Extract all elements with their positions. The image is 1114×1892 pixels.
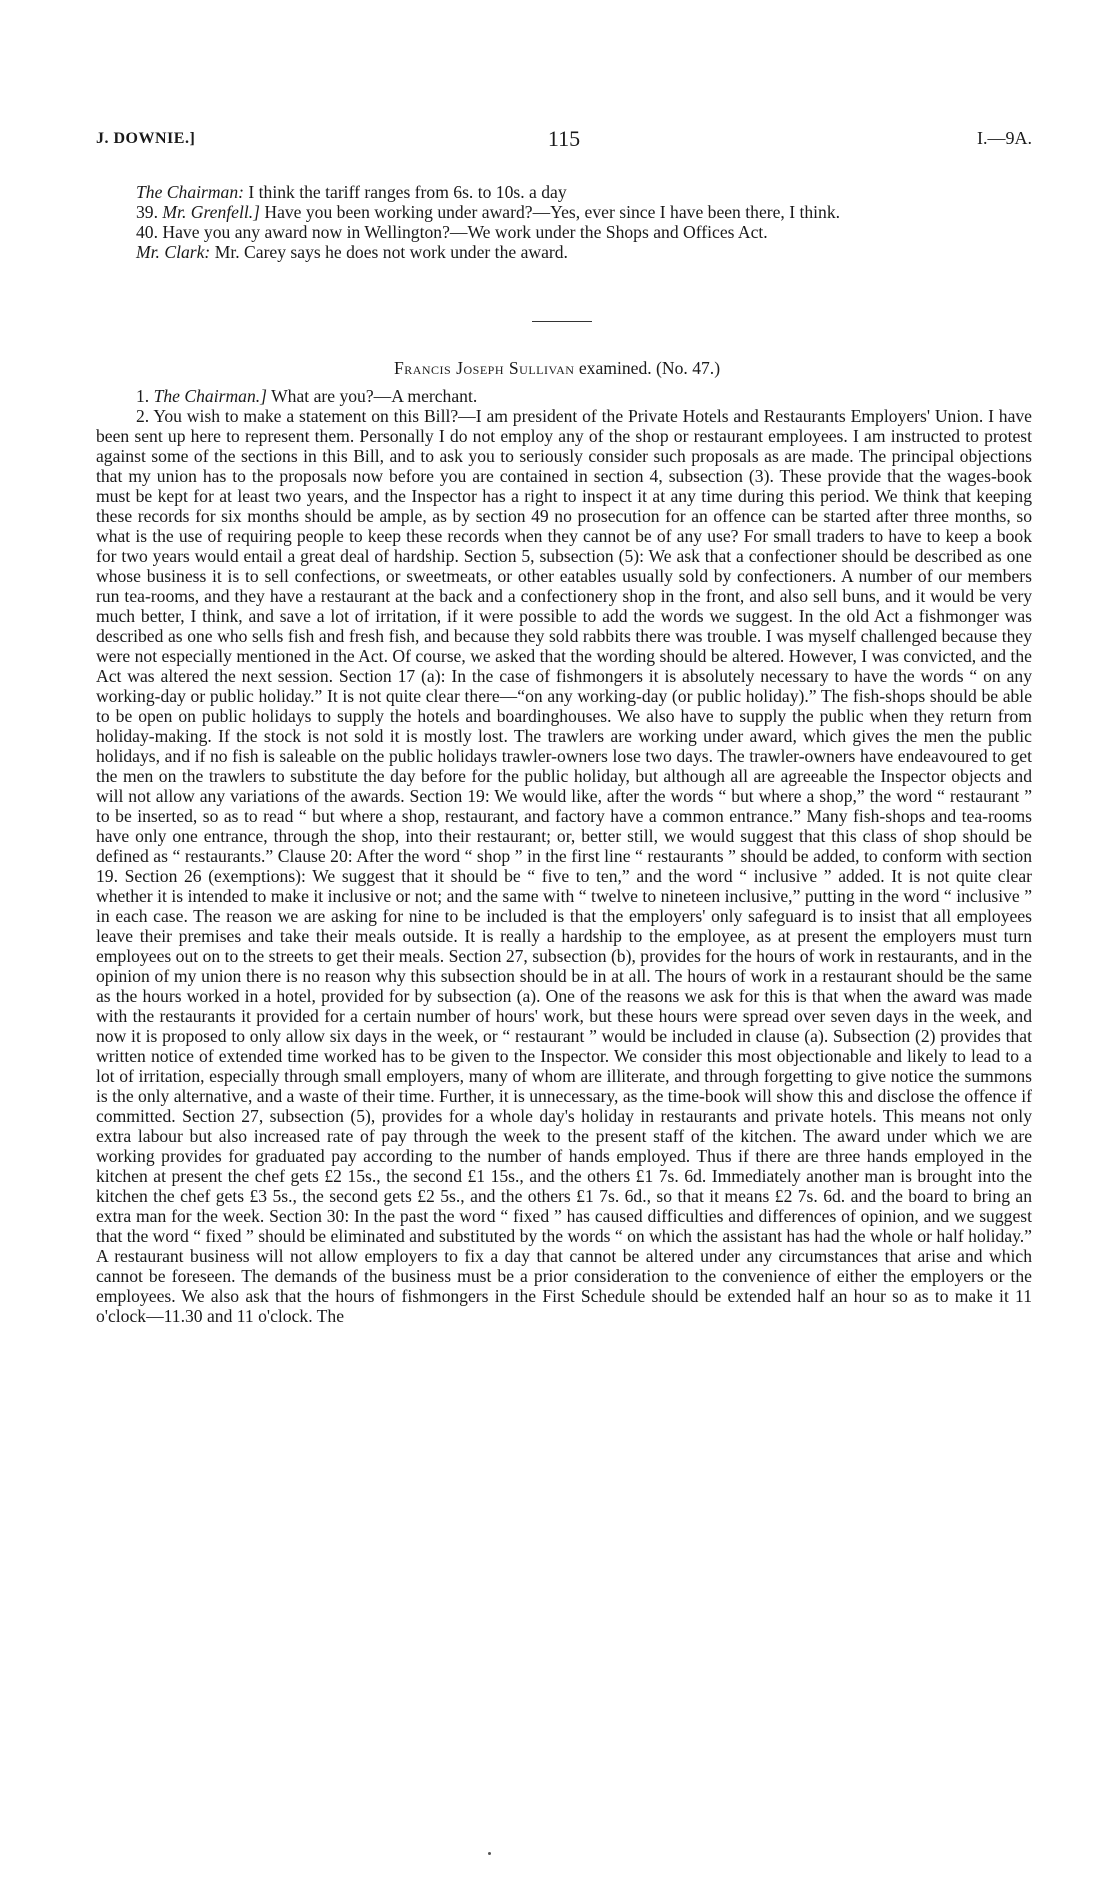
page-mark [488, 1852, 491, 1855]
witness-heading: Francis Joseph Sullivan examined. (No. 47.) [393, 358, 721, 378]
witness-running-head: J. DOWNIE.] [96, 130, 196, 147]
page-number: 115 [547, 126, 581, 151]
paragraph: 39. Mr. Grenfell.] Have you been working under award?—Yes, ever since I have been there, I think. [136, 202, 841, 222]
paragraph: 1. The Chairman.] What are you?—A merchant. [136, 386, 478, 406]
paragraph: The Chairman: I think the tariff ranges from 6s. to 10s. a day [136, 182, 567, 202]
testimony-section [96, 386, 1032, 1326]
intro-section [96, 182, 1032, 262]
paragraph: Mr. Clark: Mr. Carey says he does not work under the award. [136, 242, 568, 262]
paragraph: 2. You wish to make a statement on this Bill?—I am president of the Private Hotels and Restaurants Employers' Union. I have been sent up here to represent them. Personally I do not employ any of the shop or restaurant employees. I am instructed to protest against some of the sections in this Bill, and to ask you to seriously consider such proposals as are made. The principal objections that my union has to the proposals now before you are contained in section 4, subsection (3). These provide that the wages-book must be kept for at least two years, and the Inspector has a right to inspect it at any time during this period. We think that keeping these records for six months should be ample, as by section 49 no prosecution for an offence can be started after three months, so what is the use of requiring people to keep these records when they cannot be of any use? For small traders to have to keep a book for two years would entail a great deal of hardship. Section 5, subsection (5): We ask that a confectioner should be described as one whose business it is to sell confections, or sweetmeats, or other eatables usually sold by confectioners. A number of our members run tea-rooms, and they have a restaurant at the back and a confectionery shop in the front, and also sell buns, and it would be very much better, I think, and save a lot of irritation, if it were possible to add the words we suggest. In the old Act a fishmonger was described as one who sells fish and fresh fish, and because they sold rabbits there was trouble. I was myself challenged because they were not especially mentioned in the Act. Of course, we asked that the wording should be altered. However, I was convicted, and the Act was altered the next session. Section 17 (a): In the case of fishmongers it is absolutely necessary to have the words “ on any working-day or public holiday.” It is not quite clear there—“on any working-day (or public holiday).” The fish-shops should be able to be open on public holidays to supply the hotels and boardinghouses. We also have to supply the public when they return from holiday-making. If the stock is not sold it is mostly lost. The trawlers are working under award, which gives the men the public holidays, and if no fish is saleable on the public holidays trawler-owners lose two days. The trawler-owners have endeavoured to get the men on the trawlers to substitute the day before for the public holiday, but although all are agreeable the Inspector objects and will not allow any variations of the awards. Section 19: We would like, after the words “ but where a shop,” the word “ restaurant ” to be inserted, so as to read “ but where a shop, restaurant, and factory have a common entrance.” Many fish-shops and tea-rooms have only one entrance, through the shop, into their restaurant; or, better still, we would suggest that this class of shop should be defined as “ restaurants.” Clause 20: After the word “ shop ” in the first line “ restaurants ” should be added, to conform with section 19. Section 26 (exemptions): We suggest that it should be “ five to ten,” and the word “ inclusive ” added. It is not quite clear whether it is intended to make it inclusive or not; and the same with “ twelve to nineteen inclusive,” putting in the word “ inclusive ” in each case. The reason we are asking for nine to be included is that the employers' only safeguard is to insist that all employees leave their premises and take their meals outside. It is really a hardship to the employee, as at present the employers must turn employees out on to the streets to get their meals. Section 27, subsection (b), provides for the hours of work in restaurants, and in the opinion of my union there is no reason why this subsection should be in at all. The hours of work in a restaurant should be the same as the hours worked in a hotel, provided for by subsection (a). One of the reasons we ask for this is that when the award was made with the restaurants it provided for a certain number of hours' work, but these hours were spread over seven days in the week, and now it is proposed to only allow six days in the week, or “ restaurant ” would be included in clause (a). Subsection (2) provides that written notice of extended time worked has to be given to the Inspector. We consider this most objectionable and likely to lead to a lot of irritation, especially through small employers, many of whom are illiterate, and through forgetting to give notice the summons is the only alternative, and a waste of their time. Further, it is unnecessary, as the time-book will show this and disclose the offence if committed. Section 27, subsection (5), provides for a whole day's holiday in restaurants and private hotels. This means not only extra labour but also increased rate of pay through the week to the present staff of the kitchen. The award under which we are working provides for graduated pay according to the number of hands employed. Thus if there are three hands employed in the kitchen at present the chef gets £2 15s., the second £1 15s., and the others £1 7s. 6d. Immediately another man is brought into the kitchen the chef gets £3 5s., the second gets £2 5s., and the others £1 7s. 6d., so that it means £2 7s. 6d. and the board to bring an extra man for the week. Section 30: In the past the word “ fixed ” has caused difficulties and differences of opinion, and we suggest that the word “ fixed ” should be eliminated and substituted by the words “ on which the assistant has had the whole or half holiday.” A restaurant business will not allow employers to fix a day that cannot be altered under any circumstances that arise and which cannot be foreseen. The demands of the business must be a prior consideration to the convenience of either the employers or the employees. We also ask that the hours of fishmongers in the First Schedule should be extended half an hour so as to make it 11 o'clock—11.30 and 11 o'clock. The [96, 406, 1032, 1326]
witness-name: Francis Joseph Sullivan [393, 358, 575, 378]
speaker-name: Mr. Clark: [136, 242, 211, 262]
page-header [96, 126, 1032, 156]
speaker-name: Mr. Grenfell.] [162, 202, 260, 222]
speaker-name: The Chairman: [136, 182, 245, 202]
paragraph: 40. Have you any award now in Wellington?—We work under the Shops and Offices Act. [136, 222, 768, 242]
paper-reference: I.—9A. [977, 128, 1032, 148]
section-divider [532, 321, 592, 322]
speaker-name: The Chairman.] [153, 386, 267, 406]
